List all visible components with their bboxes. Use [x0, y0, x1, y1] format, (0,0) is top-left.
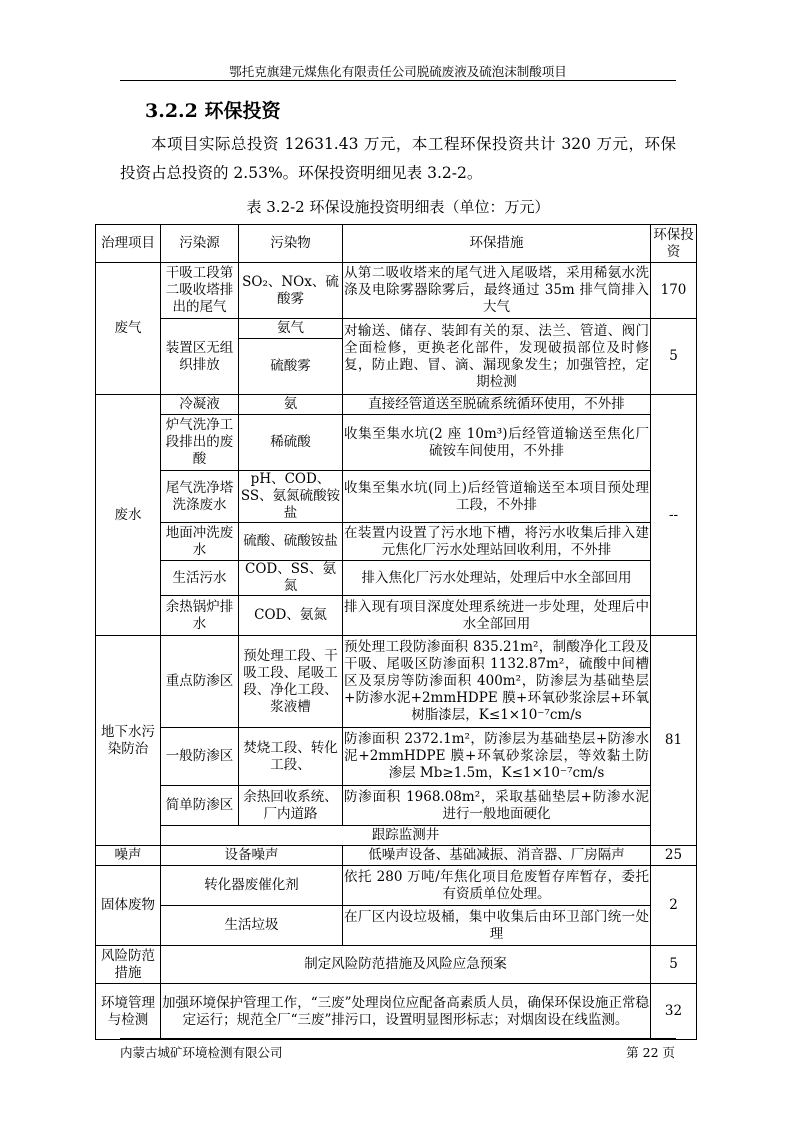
measure-cell: 对输送、储存、装卸有关的泵、法兰、管道、阀门全面检修，更换老化部件，发现破损部位及时修复，防止跑、冒、滴、漏现象发生；加强管控，定期检测: [343, 319, 651, 395]
source-cell: 冷凝液: [161, 395, 239, 415]
table-caption: 表 3.2-2 环保设施投资明细表（单位：万元）: [246, 198, 550, 216]
header-cell: 治理项目: [96, 225, 161, 263]
measure-cell: 依托 280 万吨/年焦化项目危废暂存库暂存，委托有资质单位处理。: [343, 866, 651, 906]
category-cell: 地下水污染防治: [96, 636, 161, 846]
category-cell: 风险防范措施: [96, 946, 161, 984]
pollutant-cell: pH、COD、SS、氨氮硫酸铵盐: [239, 471, 343, 523]
table-row: [96, 906, 697, 946]
table-row: [96, 263, 697, 319]
investment-cell: 5: [651, 319, 697, 395]
table-row: [96, 523, 697, 561]
pollutant-cell: 氨气: [239, 319, 343, 339]
table-row: [96, 471, 697, 523]
footer-company: 内蒙古城矿环境检测有限公司: [120, 1045, 283, 1060]
source-cell: 余热锅炉排水: [161, 596, 239, 636]
zone-cell: 简单防渗区: [161, 786, 239, 826]
zone-cell: 重点防渗区: [161, 636, 239, 728]
header-cell: 污染源: [161, 225, 239, 263]
measure-cell: 收集至集水坑(2 座 10m³)后经管道输送至焦化厂硫铵车间使用，不外排: [343, 415, 651, 471]
pollutant-cell: COD、SS、氨氮: [239, 561, 343, 596]
source-cell: 干吸工段第二吸收塔排出的尾气: [161, 263, 239, 319]
section-title: 3.2.2 环保投资: [145, 100, 281, 122]
measure-cell: 从第二吸收塔来的尾气进入尾吸塔，采用稀氨水洗涤及电除雾器除雾后，最终通过 35m 排气筒排入大气: [343, 263, 651, 319]
category-cell: 废水: [96, 395, 161, 636]
table-row: [96, 786, 697, 826]
investment-cell: --: [651, 395, 697, 636]
zone-cell: 一般防渗区: [161, 728, 239, 786]
measure-cell: 防渗面积 2372.1m²，防渗层为基础垫层+防渗水泥+2mmHDPE 膜+环氧砂浆涂层，等效黏土防渗层 Mb≥1.5m，K≤1×10⁻⁷cm/s: [343, 728, 651, 786]
measure-cell: 直接经管道送至脱硫系统循环使用，不外排: [343, 395, 651, 415]
category-cell: 固体废物: [96, 866, 161, 946]
table-row: [96, 846, 697, 866]
pollutant-cell: 硫酸雾: [239, 339, 343, 395]
investment-cell: 32: [651, 984, 697, 1040]
measure-cell: 预处理工段防渗面积 835.21m²，制酸净化工段及干吸、尾吸区防渗面积 1132.87m²，硫酸中间槽区及泵房等防渗面积 400m²，防渗层为基础垫层+防渗水泥+2mmHDPE 膜+环氧砂浆涂层+环氧树脂漆层，K≤1×10⁻⁷cm/s: [343, 636, 651, 728]
table-row: [96, 984, 697, 1040]
source-cell: 地面冲洗废水: [161, 523, 239, 561]
table-header-row: [96, 225, 697, 263]
investment-table: [95, 224, 697, 1040]
source-cell: 尾气洗净塔洗涤废水: [161, 471, 239, 523]
area-cell: 焚烧工段、转化工段、: [239, 728, 343, 786]
pollutant-cell: 氨: [239, 395, 343, 415]
measure-cell: 排入焦化厂污水处理站，处理后中水全部回用: [343, 561, 651, 596]
source-cell: 设备噪声: [161, 846, 343, 866]
header-cell: 污染物: [239, 225, 343, 263]
measure-cell: 防渗面积 1968.08m²，采取基础垫层+防渗水泥进行一般地面硬化: [343, 786, 651, 826]
pollutant-cell: 硫酸、硫酸铵盐: [239, 523, 343, 561]
monitoring-cell: 跟踪监测井: [161, 826, 651, 846]
category-cell: 环境管理与检测: [96, 984, 161, 1040]
header-divider: [120, 80, 676, 81]
area-cell: 预处理工段、干吸工段、尾吸工段、净化工段、浆液槽: [239, 636, 343, 728]
category-cell: 废气: [96, 263, 161, 395]
table-row: [96, 395, 697, 415]
page-number: 第 22 页: [626, 1045, 675, 1060]
investment-cell: 25: [651, 846, 697, 866]
table-row: [96, 728, 697, 786]
pollutant-cell: SO₂、NOx、硫酸雾: [239, 263, 343, 319]
measure-cell: 在厂区内设垃圾桶，集中收集后由环卫部门统一处理: [343, 906, 651, 946]
table-row: [96, 866, 697, 906]
table-row: [96, 636, 697, 728]
category-cell: 噪声: [96, 846, 161, 866]
source-cell: 生活垃圾: [161, 906, 343, 946]
table-row: [96, 596, 697, 636]
header-cell: 环保措施: [343, 225, 651, 263]
measure-cell: 加强环境保护管理工作，“三废”处理岗位应配备高素质人员，确保环保设施正常稳定运行；规范全厂“三废”排污口，设置明显图形标志；对烟囱设在线监测。: [161, 984, 651, 1040]
table-row: [96, 319, 697, 339]
pollutant-cell: COD、氨氮: [239, 596, 343, 636]
measure-cell: 在装置内设置了污水地下槽，将污水收集后排入建元焦化厂污水处理站回收利用，不外排: [343, 523, 651, 561]
header-cell: 环保投资: [651, 225, 697, 263]
investment-cell: 2: [651, 866, 697, 946]
page-header: 鄂托克旗建元煤焦化有限责任公司脱硫废液及硫泡沫制酸项目: [229, 64, 567, 79]
measure-cell: 低噪声设备、基础减振、消音器、厂房隔声: [343, 846, 651, 866]
pollutant-cell: 稀硫酸: [239, 415, 343, 471]
measure-cell: 排入现有项目深度处理系统进一步处理，处理后中水全部回用: [343, 596, 651, 636]
investment-cell: 81: [651, 636, 697, 846]
table-row: [96, 561, 697, 596]
table-row: [96, 946, 697, 984]
area-cell: 余热回收系统、厂内道路: [239, 786, 343, 826]
measure-cell: 收集至集水坑(同上)后经管道输送至本项目预处理工段，不外排: [343, 471, 651, 523]
source-cell: 生活污水: [161, 561, 239, 596]
footer-divider: [120, 1038, 676, 1039]
body-paragraph: 本项目实际总投资 12631.43 万元，本工程环保投资共计 320 万元，环保投资占总投资的 2.53%。环保投资明细见表 3.2-2。: [120, 135, 676, 182]
table-row: [96, 415, 697, 471]
source-cell: 炉气洗净工段排出的废酸: [161, 415, 239, 471]
investment-cell: 170: [651, 263, 697, 319]
investment-cell: 5: [651, 946, 697, 984]
table-row: [96, 826, 697, 846]
source-cell: 转化器废催化剂: [161, 866, 343, 906]
source-cell: 装置区无组织排放: [161, 319, 239, 395]
measure-cell: 制定风险防范措施及风险应急预案: [161, 946, 651, 984]
